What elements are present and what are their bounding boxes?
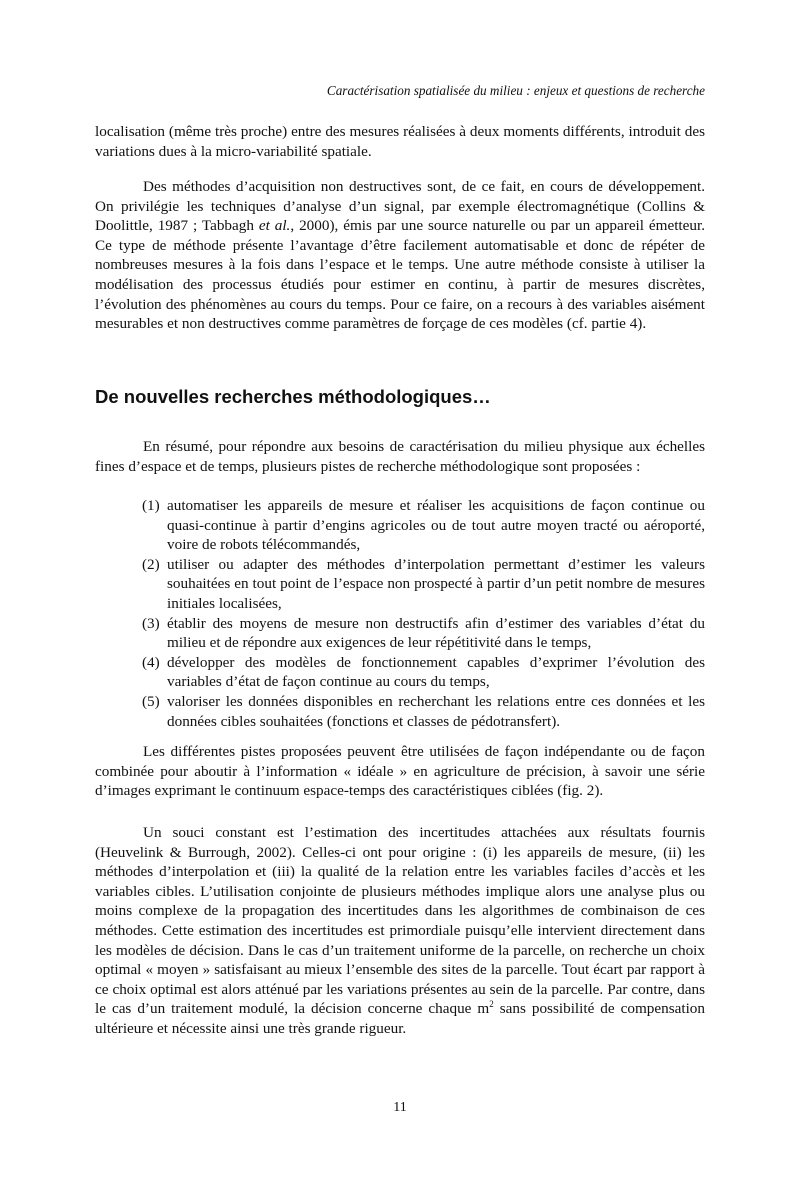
list-item xyxy=(95,555,705,614)
paragraph-pistes xyxy=(95,742,705,801)
citation-et-al: et al. xyxy=(258,217,291,235)
list-text: valoriser les données disponibles en recherchant les relations entre ces données et les données cibles souhaitées (fonctions et classes de pédotransfert). xyxy=(167,692,705,730)
list-item xyxy=(95,496,705,555)
list-number: (1) xyxy=(142,497,160,514)
paragraph-intro xyxy=(95,437,705,476)
text: sans possibilité de compensation ultérieure et nécessite ainsi une très grande rigueur. xyxy=(95,1000,705,1037)
text: Des méthodes d’acquisition non destructives sont, de ce fait, en cours de développement. On privilégie les techniques d’analyse d’un signal, par exemple électromagnétique (Collins & Doolittle, 1987 ; Tabbagh xyxy=(95,178,705,235)
paragraph xyxy=(95,823,705,1039)
section-heading: De nouvelles recherches méthodologiques… xyxy=(95,386,491,407)
list-item xyxy=(95,614,705,653)
paragraph: Les différentes pistes proposées peuvent être utilisées de façon indépendante ou de façon combinée pour aboutir à l’information « idéale » en agriculture de précision, à savoir une série d’images exprimant le continuum espace-temps des caractéristiques ciblées (fig. 2). xyxy=(95,743,705,800)
running-header: Caractérisation spatialisée du milieu : enjeux et questions de recherche xyxy=(326,83,705,98)
research-list xyxy=(95,496,705,731)
list-number: (3) xyxy=(142,614,160,632)
list-text: automatiser les appareils de mesure et réaliser les acquisitions de façon continue ou quasi-continue à partir d’engins agricoles ou de tout autre moyen tracté ou aéroporté, voire de robots télécommandés, xyxy=(167,497,705,554)
paragraph xyxy=(95,177,705,334)
paragraph: En résumé, pour répondre aux besoins de caractérisation du milieu physique aux échelles fines d’espace et de temps, plusieurs pistes de recherche méthodologique sont proposées : xyxy=(95,438,705,475)
list-text: utiliser ou adapter des méthodes d’interpolation permettant d’estimer les valeurs souhaitées en tout point de l’espace non prospecté à partir d’un petit nombre de mesures initiales localisées, xyxy=(167,555,705,612)
paragraph-acquisition xyxy=(95,177,705,334)
page-number: 11 xyxy=(393,1100,407,1115)
list-text: établir des moyens de mesure non destructifs afin d’estimer des variables d’état du milieu et de répondre aux exigences de leur répétitivité dans le temps, xyxy=(167,614,705,652)
paragraph: localisation (même très proche) entre des mesures réalisées à deux moments différents, introduit des variations dues à la micro-variabilité spatiale. xyxy=(95,123,705,160)
paragraph-continuation xyxy=(95,122,705,161)
superscript: 2 xyxy=(489,999,494,1010)
list-item xyxy=(95,653,705,692)
list-number: (5) xyxy=(142,692,160,710)
list-item xyxy=(95,692,705,731)
list-number: (2) xyxy=(142,555,160,573)
list-number: (4) xyxy=(142,653,160,671)
text: , 2000), émis par une source naturelle ou par un appareil émetteur. Ce type de méthode présente l’avantage d’être facilement automatisable et donc de répéter de nombreuses mesures à la fois dans l’espace et le temps. Une autre méthode consiste à utiliser la modélisation des processus étudiés pour estimer en continu, à partir de mesures discrètes, l’évolution des phénomènes au cours du temps. Pour ce faire, on a recours à des variables aisément mesurables et non destructives comme paramètres de forçage de ces modèles (cf. partie 4). xyxy=(95,217,706,333)
paragraph-uncertainty xyxy=(95,823,705,1039)
list-text: développer des modèles de fonctionnement capables d’exprimer l’évolution des variables d’état de façon continue au cours du temps, xyxy=(167,653,705,691)
text: Un souci constant est l’estimation des incertitudes attachées aux résultats fournis (Heuvelink & Burrough, 2002). Celles-ci ont pour origine : (i) les appareils de mesure, (ii) les méthodes d’interpolation et (iii) la qualité de la relation entre les variables faciles d’accès et les variables cibles. L’utilisation conjointe de plusieurs méthodes implique alors une analyse plus ou moins complexe de la propagation des incertitudes dans les algorithmes de combinaison de ces méthodes. Cette estimation des incertitudes est primordiale puisqu’elle intervient directement dans les modèles de décision. Dans le cas d’un traitement uniforme de la parcelle, on recherche un choix optimal « moyen » satisfaisant au mieux l’ensemble des sites de la parcelle. Tout écart par rapport à ce choix optimal est alors atténué par les variations présentes au sein de la parcelle. Par contre, dans le cas d’un traitement modulé, la décision concerne chaque m xyxy=(95,824,705,1018)
